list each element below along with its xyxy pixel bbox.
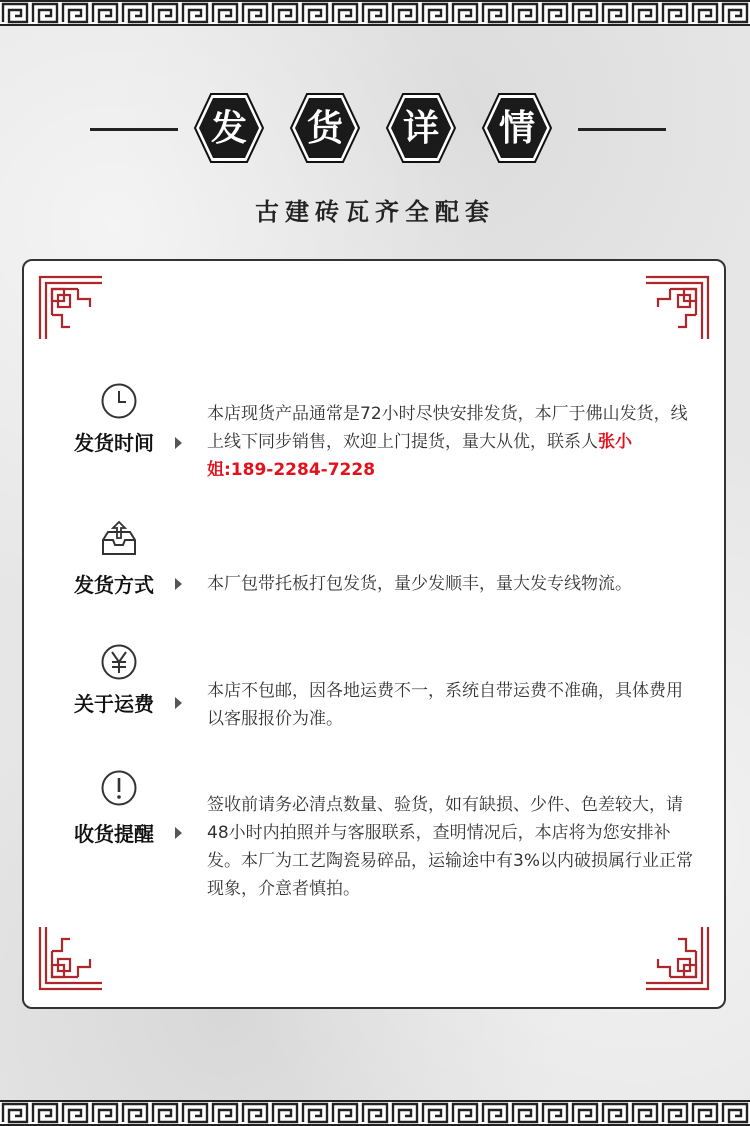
title-rule-left [90, 128, 178, 131]
section-label: 收货提醒 [74, 822, 154, 846]
corner-ornament-bottom-right [644, 925, 710, 991]
title-char-3: 详 [402, 107, 439, 149]
corner-ornament-top-left [38, 275, 104, 341]
bottom-fret-border [0, 1100, 750, 1126]
title-hexagon-2 [289, 92, 361, 164]
corner-ornament-bottom-left [38, 925, 104, 991]
chevron-right-icon [175, 827, 182, 839]
exclamation-icon [100, 769, 138, 807]
corner-ornament-top-right [644, 275, 710, 341]
title-char-4: 情 [498, 107, 535, 149]
clock-icon [100, 382, 138, 420]
section-text-body: 本店现货产品通常是72小时尽快安排发货，本厂于佛山发货，线上线下同步销售，欢迎上门提货，量大从优，联系人 [207, 404, 688, 452]
section-text [207, 400, 697, 484]
title-char-1: 发 [210, 107, 247, 149]
title-hexagon-1 [193, 92, 265, 164]
section-text: 本厂包带托板打包发货，量少发顺丰，量大发专线物流。 [207, 574, 632, 594]
yen-icon [100, 643, 138, 681]
chevron-right-icon [175, 697, 182, 709]
subtitle: 古建砖瓦齐全配套 [255, 197, 495, 226]
contact-phone: 张小姐:189-2284-7228 [207, 432, 632, 480]
title-rule-right [578, 128, 666, 131]
title-char-2: 货 [306, 107, 343, 149]
section-text: 签收前请务必清点数量、验货，如有缺损、少件、色差较大，请48小时内拍照并与客服联系，查明情况后，本店将为您安排补发。本厂为工艺陶瓷易碎品，运输途中有3%以内破损属行业正常现象，介意者慎拍。 [207, 795, 693, 899]
chevron-right-icon [175, 578, 182, 590]
section-text: 本店不包邮，因各地运费不一，系统自带运费不准确，具体费用以客服报价为准。 [207, 681, 683, 729]
section-label: 发货方式 [74, 573, 154, 597]
section-label: 关于运费 [74, 692, 154, 716]
chevron-right-icon [175, 437, 182, 449]
title-hexagon-4 [481, 92, 553, 164]
shipping-box-icon [100, 520, 138, 558]
title-hexagon-3 [385, 92, 457, 164]
top-fret-border [0, 0, 750, 26]
section-label: 发货时间 [74, 431, 154, 455]
title-banner [0, 92, 750, 164]
